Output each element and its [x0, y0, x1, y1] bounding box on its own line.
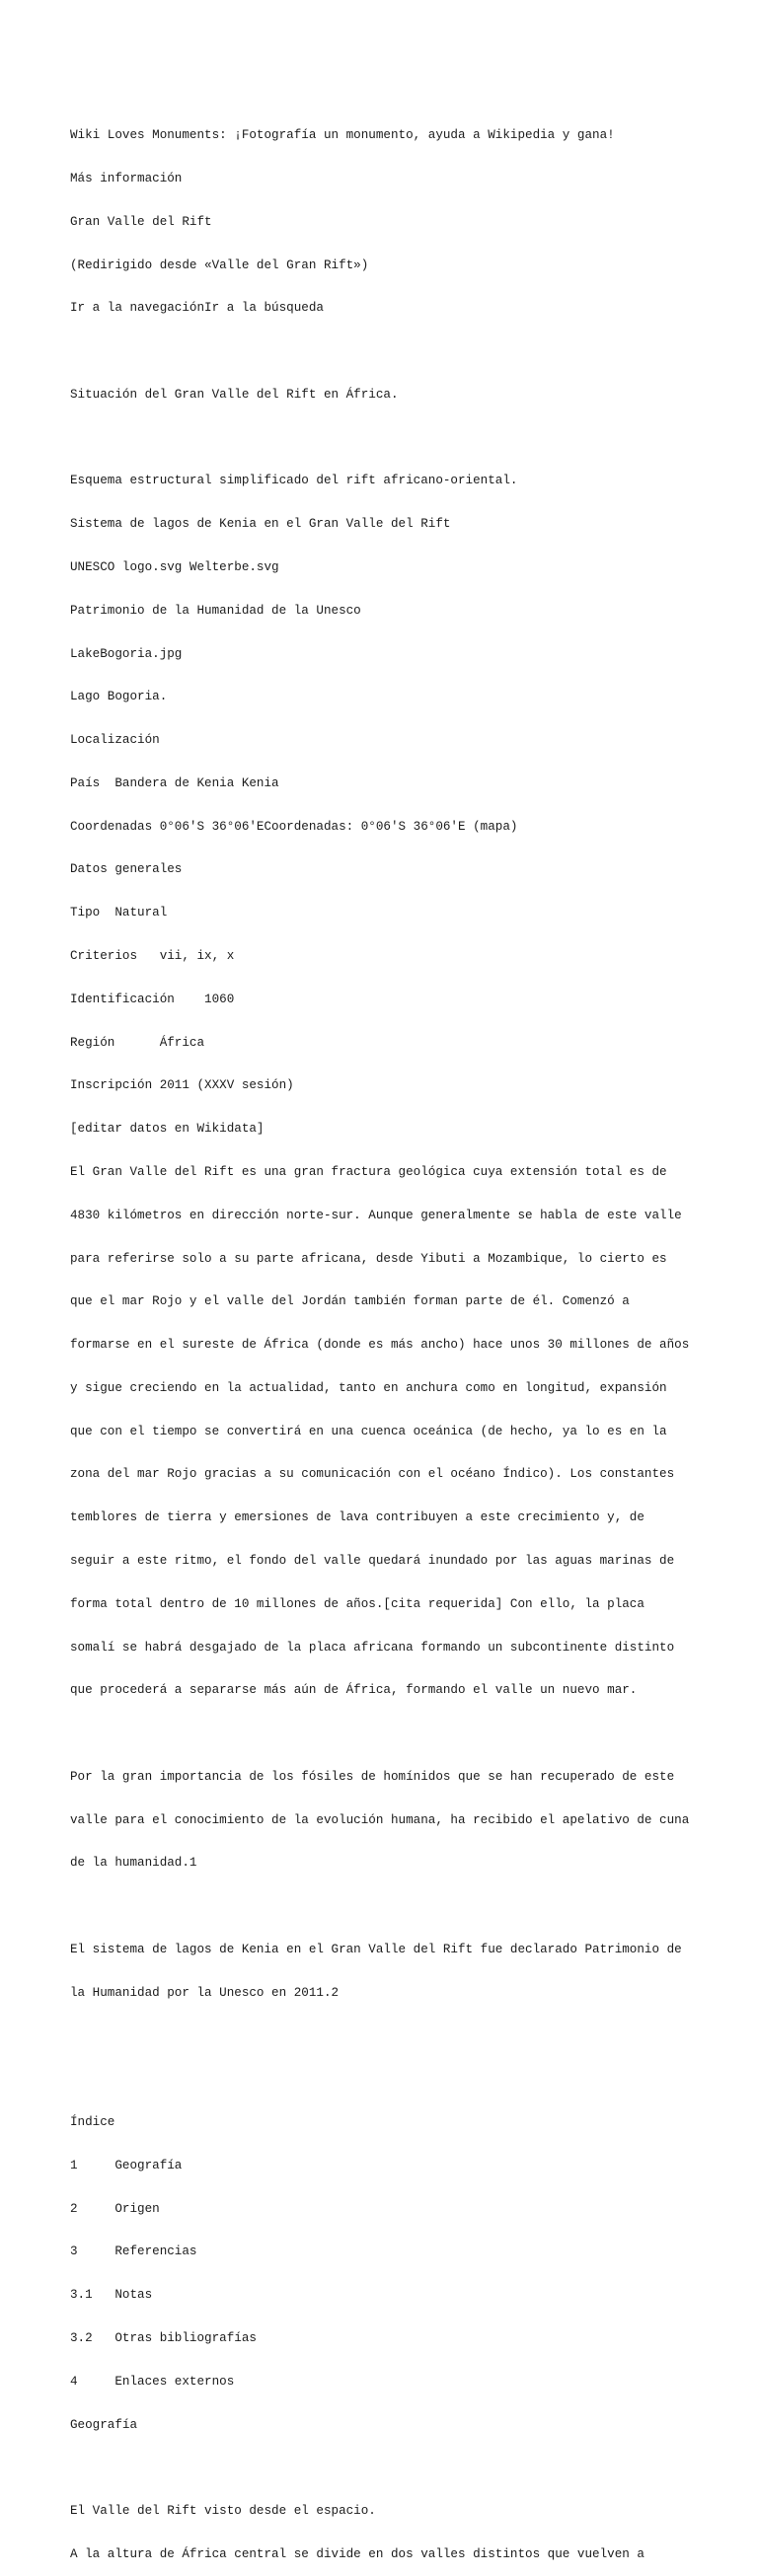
- infobox-logos: UNESCO logo.svg Welterbe.svg: [70, 560, 279, 574]
- toc-item-enlaces-externos[interactable]: 4 Enlaces externos: [70, 2374, 235, 2389]
- paragraph-line: A la altura de África central se divide en dos valles distintos que vuelven a: [70, 2546, 644, 2561]
- edit-wikidata-link[interactable]: [editar datos en Wikidata]: [70, 1122, 265, 1137]
- blank-line: [70, 2461, 751, 2475]
- paragraph-line: Por la gran importancia de los fósiles de homínidos que se han recuperado de este: [70, 1769, 675, 1784]
- infobox-type: Tipo Natural: [70, 906, 168, 920]
- paragraph-line: para referirse solo a su parte africana, desde Yibuti a Mozambique, lo cierto es: [70, 1251, 667, 1266]
- infobox-criteria: Criterios vii, ix, x: [70, 949, 235, 964]
- paragraph-line: 4830 kilómetros en dirección norte-sur. Aunque generalmente se habla de este valle: [70, 1208, 682, 1222]
- paragraph-line: y sigue creciendo en la actualidad, tanto en anchura como en longitud, expansión: [70, 1380, 667, 1395]
- section-heading-geografia: Geografía: [70, 2417, 138, 2432]
- toc-title: Índice: [70, 2115, 115, 2130]
- paragraph-line: de la humanidad.1: [70, 1856, 197, 1871]
- paragraph-line: temblores de tierra y emersiones de lava contribuyen a este crecimiento y, de: [70, 1510, 644, 1525]
- infobox-coordinates[interactable]: Coordenadas 0°06′S 36°06′ECoordenadas: 0°06′S 36°06′E (mapa): [70, 819, 518, 834]
- infobox-section-general: Datos generales: [70, 862, 183, 877]
- infobox-section-location: Localización: [70, 733, 160, 748]
- infobox-country: País Bandera de Kenia Kenia: [70, 775, 279, 790]
- infobox-title: Sistema de lagos de Kenia en el Gran Valle del Rift: [70, 517, 451, 532]
- toc-item-referencias[interactable]: 3 Referencias: [70, 2245, 197, 2259]
- blank-line: [70, 1899, 751, 1914]
- infobox-image-caption: Lago Bogoria.: [70, 690, 168, 704]
- paragraph-line: valle para el conocimiento de la evolución humana, ha recibido el apelativo de cuna: [70, 1812, 690, 1827]
- blank-line: [70, 1727, 751, 1741]
- paragraph-line: que el mar Rojo y el valle del Jordán también forman parte de él. Comenzó a: [70, 1294, 630, 1309]
- banner-text: Wiki Loves Monuments: ¡Fotografía un monumento, ayuda a Wikipedia y gana!: [70, 128, 615, 143]
- infobox-heritage: Patrimonio de la Humanidad de la Unesco: [70, 603, 361, 618]
- paragraph-line: la Humanidad por la Unesco en 2011.2: [70, 1985, 340, 2000]
- toc-item-otras-bibliografias[interactable]: 3.2 Otras bibliografías: [70, 2331, 257, 2346]
- paragraph-line: El sistema de lagos de Kenia en el Gran Valle del Rift fue declarado Patrimonio de: [70, 1943, 682, 1956]
- paragraph-line: forma total dentro de 10 millones de años.[cita requerida] Con ello, la placa: [70, 1596, 644, 1611]
- image-caption: El Valle del Rift visto desde el espacio.: [70, 2504, 376, 2519]
- blank-line: [70, 2072, 751, 2087]
- paragraph-line: El Gran Valle del Rift es una gran fractura geológica cuya extensión total es de: [70, 1164, 667, 1179]
- more-info-link[interactable]: Más información: [70, 171, 183, 185]
- paragraph-line: somalí se habrá desgajado de la placa africana formando un subcontinente distinto: [70, 1640, 675, 1655]
- infobox-identification: Identificación 1060: [70, 992, 235, 1006]
- blank-line: [70, 344, 751, 359]
- infobox-inscription: Inscripción 2011 (XXXV sesión): [70, 1078, 294, 1093]
- map-caption: Situación del Gran Valle del Rift en África.: [70, 387, 399, 402]
- paragraph-line: que procederá a separarse más aún de África, formando el valle un nuevo mar.: [70, 1683, 638, 1698]
- toc-item-geografia[interactable]: 1 Geografía: [70, 2158, 183, 2172]
- page-title: Gran Valle del Rift: [70, 214, 212, 229]
- blank-line: [70, 2029, 751, 2044]
- paragraph-line: formarse en el sureste de África (donde es más ancho) hace unos 30 millones de años: [70, 1338, 690, 1353]
- toc-item-notas[interactable]: 3.1 Notas: [70, 2288, 153, 2303]
- paragraph-line: zona del mar Rojo gracias a su comunicación con el océano Índico). Los constantes: [70, 1467, 675, 1482]
- infobox-image-file: LakeBogoria.jpg: [70, 646, 183, 661]
- skip-links[interactable]: Ir a la navegaciónIr a la búsqueda: [70, 301, 324, 316]
- toc-item-origen[interactable]: 2 Origen: [70, 2201, 160, 2216]
- document-body: [70, 100, 751, 2576]
- paragraph-line: seguir a este ritmo, el fondo del valle quedará inundado por las aguas marinas de: [70, 1553, 675, 1568]
- redirect-note: (Redirigido desde «Valle del Gran Rift»): [70, 258, 369, 272]
- blank-line: [70, 431, 751, 446]
- diagram-caption: Esquema estructural simplificado del rift africano-oriental.: [70, 474, 518, 488]
- paragraph-line: que con el tiempo se convertirá en una cuenca oceánica (de hecho, ya lo es en la: [70, 1424, 667, 1438]
- infobox-region: Región África: [70, 1035, 205, 1050]
